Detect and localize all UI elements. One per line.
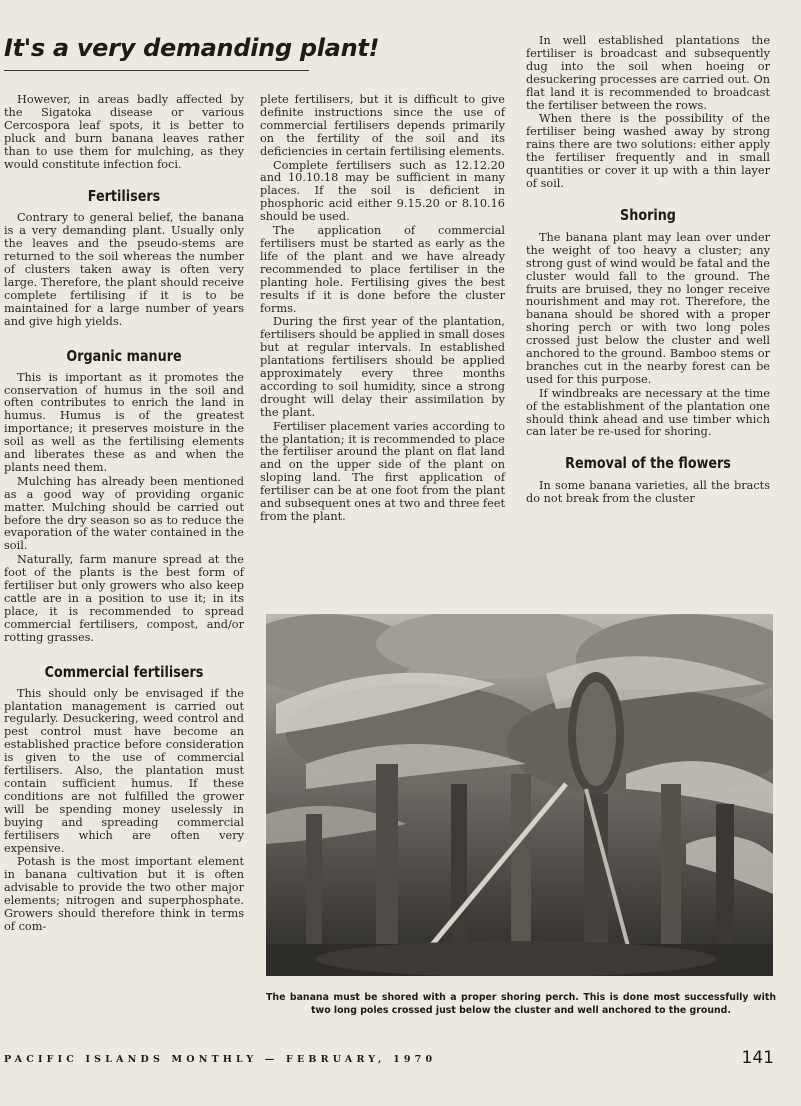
banana-plantation-photo	[266, 614, 773, 976]
col3-paragraph-1: In well established plantations the fertiliser is broadcast and subsequently dug into the soil when hoeing or desuckering processes are carried out. On flat land it is recommended to broadcast the fertiliser between the rows.	[526, 34, 770, 112]
shoring-paragraph-1: The banana plant may lean over under the weight of too heavy a cluster; any strong gust of wind would be fatal and the cluster would fall to the ground. The fruits are bruised, they no longer receive nourishment and may rot. Therefore, the banana should be shored with a proper shoring perch or with two long poles crossed just below the cluster and well anchored to the ground. Bamboo stems or branches cut in the nearby forest can be used for this purpose.	[526, 230, 770, 386]
col2-paragraph-1: plete fertilisers, but it is difficult to give definite instructions since the use of commercial fertilisers depends primarily on the fertility of the soil and its deficiencies in certain fertilising elements.	[260, 93, 505, 158]
col3-paragraph-2: When there is the possibility of the fertiliser being washed away by strong rains there are two solutions: either apply the fertiliser frequently and in small quantities or cover it up with a thin layer of soil.	[526, 112, 770, 190]
flowers-paragraph: In some banana varieties, all the bracts do not break from the cluster	[526, 479, 770, 506]
shoring-paragraph-2: If windbreaks are necessary at the time of the establishment of the plantation one should think ahead and use timber which can later be re-used for shoring.	[526, 386, 770, 439]
commercial-fertilisers-heading: Commercial fertilisers	[44, 662, 204, 681]
column-3	[526, 35, 770, 506]
commercial-paragraph-2: Potash is the most important element in banana cultivation but it is often advisable to provide the two other major elements; nitrogen and superphosphate. Growers should therefore think in terms of com-	[4, 855, 244, 933]
organic-paragraph-3: Naturally, farm manure spread at the foot of the plants is the best form of fertiliser but only growers who also keep cattle are in a position to use it; in its place, it is recommended to spread commercial fertilisers, compost, and/or rotting grasses.	[4, 553, 244, 644]
col2-paragraph-5: Fertiliser placement varies according to the plantation; it is recommended to place the fertiliser around the plant on flat land and on the upper side of the plant on sloping land. The first application of fertiliser can be at one foot from the plant and subsequent ones at two and three feet from the plant.	[260, 419, 505, 523]
organic-paragraph-1: This is important as it promotes the conservation of humus in the soil and often contributes to enrich the land in humus. Humus is of the greatest importance; it preserves moisture in the soil as well as the fertilising elements and liberates these as and when the plants need them.	[4, 370, 244, 474]
commercial-paragraph-1: This should only be envisaged if the plantation management is carried out regularly. Desuckering, weed control and pest control must have become an established practice before consideration is given to the use of commercial fertilisers. Also, the plantation must contain sufficient humus. If these conditions are not fulfilled the grower will be spending money uselessly in buying and spreading commercial fertilisers which are often very expensive.	[4, 686, 244, 855]
shoring-heading: Shoring	[620, 205, 676, 224]
fertilisers-paragraph: Contrary to general belief, the banana is a very demanding plant. Usually only the leaves and the pseudo-stems are returned to the soil whereas the number of clusters taken away is often very large. Therefore, the plant should receive complete fertilising if it is to be maintained for a large number of years and give high yields.	[4, 211, 244, 328]
organic-manure-heading: Organic manure	[66, 346, 182, 365]
title-underline	[4, 70, 309, 71]
col2-paragraph-2: Complete fertilisers such as 12.12.20 and 10.10.18 may be sufficient in many places. If the soil is deficient in phosphoric acid either 9.15.20 or 8.10.16 should be used.	[260, 158, 505, 224]
photo-caption: The banana must be shored with a proper shoring perch. This is done most successfully with two long poles crossed just below the cluster and well anchored to the ground.	[266, 992, 776, 1016]
column-1	[4, 94, 244, 934]
page-footer	[4, 1048, 774, 1076]
removal-of-flowers-heading: Removal of the flowers	[565, 454, 731, 473]
col2-paragraph-3: The application of commercial fertilisers must be started as early as the life of the plant and we have already recommended to place fertiliser in the planting hole. Fertilising gives the best results if it is done before the cluster forms.	[260, 224, 505, 315]
fertilisers-heading: Fertilisers	[87, 187, 161, 206]
article-title: It's a very demanding plant!	[4, 34, 380, 62]
banana-plantation-illustration	[266, 614, 773, 976]
col2-paragraph-4: During the first year of the plantation, fertilisers should be applied in small doses but at regular intervals. In established plantations fertilisers should be applied approximately every three months according to soil humidity, since a strong drought will delay their assimilation by the plant.	[260, 315, 505, 419]
page-number: 141	[741, 1048, 774, 1068]
organic-paragraph-2: Mulching has already been mentioned as a good way of providing organic matter. Mulching should be carried out before the dry season so as to reduce the evaporation of the water contained in the soil.	[4, 474, 244, 553]
intro-paragraph: However, in areas badly affected by the Sigatoka disease or various Cercospora leaf spots, it is better to pluck and burn banana leaves rather than to use them for mulching, as they would constitute infection foci.	[4, 93, 244, 171]
footer-masthead: PACIFIC ISLANDS MONTHLY — FEBRUARY, 1970	[4, 1054, 437, 1065]
column-2	[260, 94, 505, 524]
